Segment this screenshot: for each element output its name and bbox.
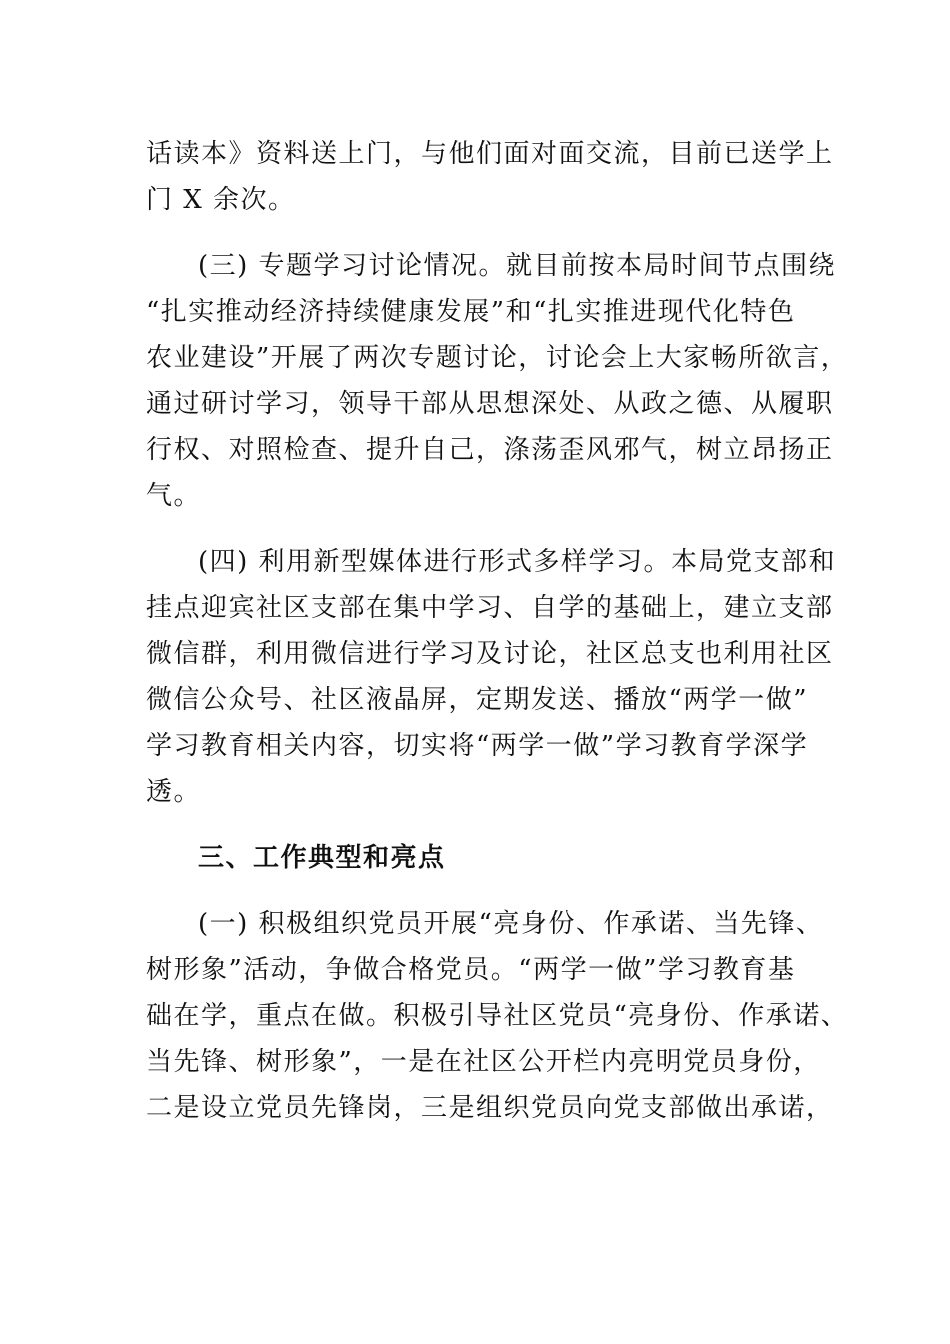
paragraph-section-4 bbox=[146, 539, 837, 815]
paragraph-line: (一) 积极组织党员开展“亮身份、作承诺、当先锋、 bbox=[198, 909, 824, 939]
paragraph-continuation bbox=[146, 131, 834, 223]
paragraph-line: 行权、对照检查、提升自己，涤荡歪风邪气，树立昂扬正 bbox=[146, 435, 834, 465]
section-heading-3 bbox=[146, 835, 806, 881]
paragraph-line: 础在学，重点在做。积极引导社区党员“亮身份、作承诺、 bbox=[146, 1001, 849, 1031]
paragraph-line: 挂点迎宾社区支部在集中学习、自学的基础上，建立支部 bbox=[146, 593, 834, 623]
paragraph-line: 微信公众号、社区液晶屏，定期发送、播放“两学一做” bbox=[146, 685, 809, 715]
paragraph-line: (四) 利用新型媒体进行形式多样学习。本局党支部和 bbox=[198, 547, 837, 577]
paragraph-line: “扎实推动经济持续健康发展”和“扎实推进现代化特色 bbox=[146, 297, 796, 327]
paragraph-line: 话读本》资料送上门，与他们面对面交流，目前已送学上 bbox=[146, 139, 834, 169]
paragraph-line: (三) 专题学习讨论情况。就目前按本局时间节点围绕 bbox=[198, 251, 837, 281]
paragraph-section-3 bbox=[146, 243, 849, 519]
paragraph-line: 气。 bbox=[146, 481, 202, 511]
paragraph-line: 农业建设”开展了两次专题讨论，讨论会上大家畅所欲言， bbox=[146, 343, 849, 373]
paragraph-line: 二是设立党员先锋岗，三是组织党员向党支部做出承诺， bbox=[146, 1093, 834, 1123]
paragraph-line: 门 X 余次。 bbox=[146, 185, 296, 215]
paragraph-line: 学习教育相关内容，切实将“两学一做”学习教育学深学 bbox=[146, 731, 809, 761]
paragraph-line: 透。 bbox=[146, 777, 202, 807]
paragraph-line: 微信群，利用微信进行学习及讨论，社区总支也利用社区 bbox=[146, 639, 834, 669]
section-heading-text: 三、工作典型和亮点 bbox=[198, 843, 446, 873]
paragraph-line: 树形象”活动，争做合格党员。“两学一做”学习教育基 bbox=[146, 955, 796, 985]
paragraph-line: 通过研讨学习，领导干部从思想深处、从政之德、从履职 bbox=[146, 389, 834, 419]
document-body bbox=[146, 131, 849, 1131]
paragraph-subsection-1 bbox=[146, 901, 849, 1131]
paragraph-line: 当先锋、树形象”，一是在社区公开栏内亮明党员身份， bbox=[146, 1047, 821, 1077]
